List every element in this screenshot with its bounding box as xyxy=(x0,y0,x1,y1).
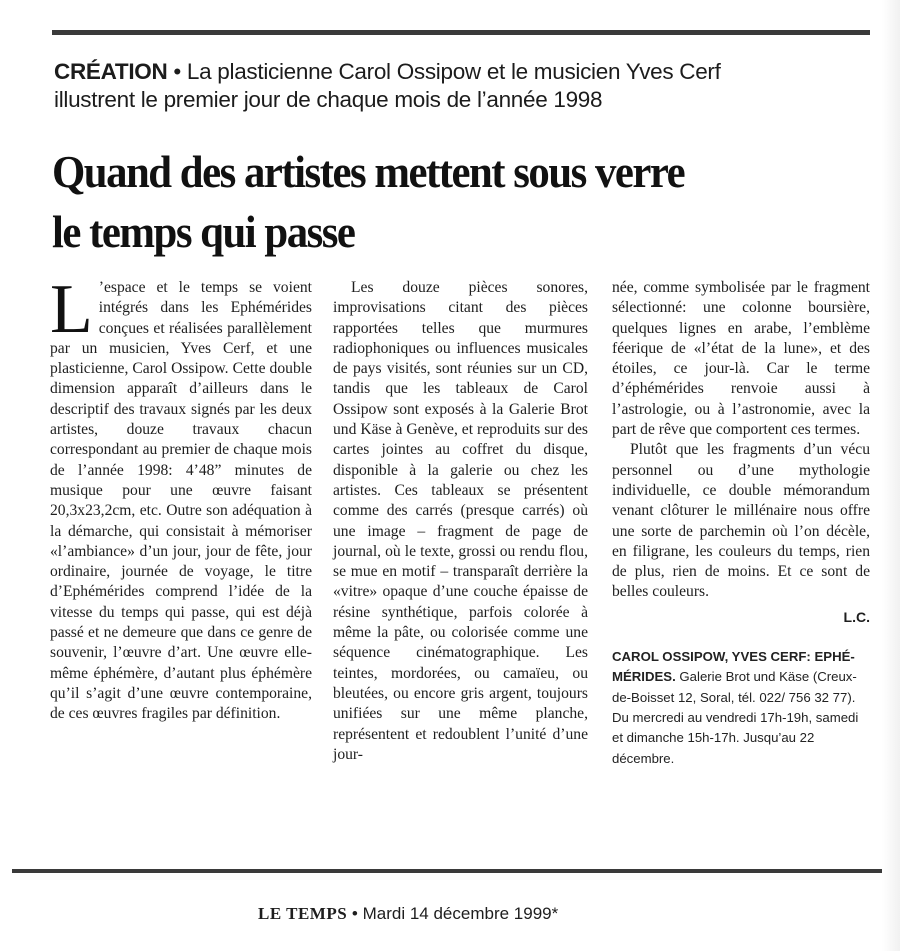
masthead: LE TEMPS xyxy=(258,904,348,923)
footer-date: Mardi 14 décembre 1999* xyxy=(362,904,559,923)
scan-edge xyxy=(882,0,900,951)
exhibition-details: Galerie Brot und Käse (Creux-de-Boisset 12, Soral, tél. 022/ 756 32 77). Du mercredi au vendredi 17h-19h, samedi et dimanche 15h-17h. Jusqu’au 22 décembre. xyxy=(612,669,859,766)
kicker-bullet: • xyxy=(173,59,181,84)
footer xyxy=(258,904,818,924)
article-column-3 xyxy=(612,278,870,769)
bottom-rule xyxy=(12,869,894,873)
article-column-1 xyxy=(50,271,312,725)
author-signature: L.C. xyxy=(843,608,870,625)
column-1-text: ’espace et le temps se voient intégrés dans les Ephémérides conçues et réalisées parallèlement par un musicien, Yves Cerf, et une plasticienne, Carol Ossipow. Cette double dimension apparaît d’ailleurs dans le descriptif des travaux signés par les deux artistes, douze travaux chacun correspondant au premier de chaque mois de l’année 1998: 4’48” minutes de musique pour une œuvre faisant 20,3x23,2cm, etc. Outre son adéquation à la démarche, qui consistait à mémoriser «l’ambiance» d’un jour, jour de fête, jour ordinaire, journée de voyage, le titre d’Ephémérides comprend l’idée de la vitesse du temps qui passe, qui est déjà passé et ne demeure que dans ce genre de souvenir, l’œuvre d’art. Une œuvre elle-même éphémère, d’autant plus éphémère qu’il s’agit d’une œuvre contemporaine, de ces œuvres fragiles par définition. xyxy=(50,279,312,723)
column-3-paragraph-2: Plutôt que les fragments d’un vécu personnel ou d’une mythologie individuelle, ce double mémorandum venant clôturer le millénaire nous offre une sorte de parchemin où l’on décèle, en filigrane, les couleurs du temps, rien de plus, rien de moins. Et ce sont de belles couleurs. xyxy=(612,441,870,601)
exhibition-info xyxy=(612,647,870,769)
headline-line-2: le temps qui passe xyxy=(52,206,355,257)
kicker-line-1: La plasticienne Carol Ossipow et le musicien Yves Cerf xyxy=(186,59,721,84)
column-3-paragraph-1: née, comme symbolisée par le fragment sélectionné: une colonne boursière, quelques lignes en arabe, l’emblème féerique de «l’état de la lune», et des étoiles, ce jour-là. Car le terme d’éphémérides renvoie aussi à l’astrologie, ou à l’astronomie, avec la part de rêve que comportent ces termes. xyxy=(612,279,870,439)
exhibition-title: CAROL OSSIPOW, YVES CERF: EPHÉ- MÉRIDES. xyxy=(612,649,855,685)
footer-bullet: • xyxy=(351,904,358,923)
drop-cap: L xyxy=(50,271,93,348)
kicker-label: CRÉATION xyxy=(54,59,168,84)
kicker xyxy=(54,58,874,114)
column-2-text: Les douze pièces sonores, improvisations citant des pièces rapportées telles que murmures radiophoniques ou influences musicales de pays visités, sont réunies sur un CD, tandis que les tableaux de Carol Ossipow sont exposés à la Galerie Brot und Käse à Genève, et reproduits sur des cartes jointes au coffret du disque, disponible à la galerie ou chez les artistes. Ces tableaux se présentent comme des carrés (presque carrés) où une image – fragment de page de journal, où le texte, grossi ou rendu flou, se mue en motif – transparaît derrière la «vitre» opaque d’une couche épaisse de résine synthétique, parfois colorée à même la pâte, ou colorisée comme une séquence cinématographique. Les teintes, mordorées, ou camaïeu, ou bleutées, ou encore gris argent, toujours unifiées sur une même planche, représentent et redoublent l’unité d’une jour- xyxy=(333,279,588,763)
headline xyxy=(52,142,824,262)
article-column-2 xyxy=(333,278,588,765)
kicker-line-2: illustrent le premier jour de chaque mois de l’année 1998 xyxy=(54,87,603,112)
headline-line-1: Quand des artistes mettent sous verre xyxy=(52,146,685,197)
top-rule xyxy=(52,30,870,35)
